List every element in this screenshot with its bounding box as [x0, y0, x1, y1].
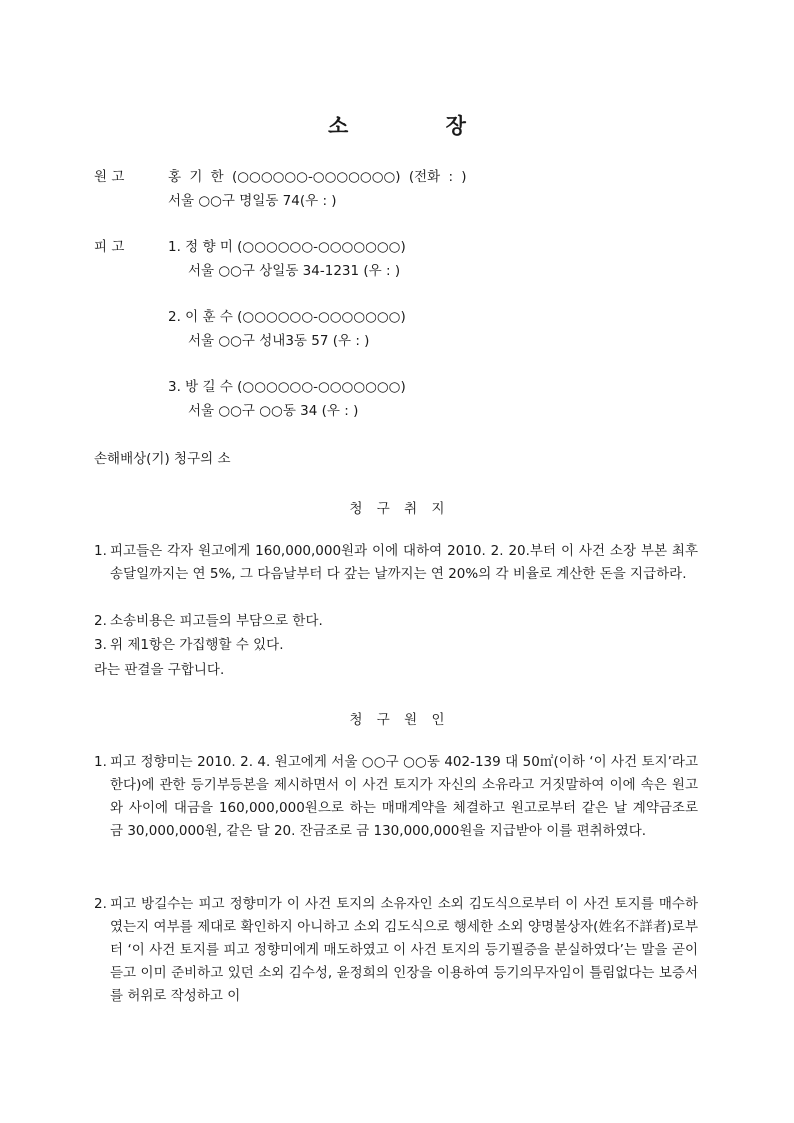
document-title: 소 장 [328, 114, 466, 138]
claim-purpose-item-2 [94, 610, 698, 633]
claim-purpose-item-3-number: 3. [94, 637, 107, 653]
claim-purpose-item-1 [94, 540, 698, 586]
defendant-3-name-line: 3. 방 길 수 (○○○○○○-○○○○○○○) [168, 379, 406, 395]
claim-purpose-heading: 청 구 취 지 [349, 501, 445, 517]
claim-cause-heading: 청 구 원 인 [349, 712, 445, 728]
defendant-label: 피 고 [94, 239, 125, 255]
defendant-3-address: 서울 ○○구 ○○동 34 (우 : ) [188, 403, 359, 419]
plaintiff-label: 원 고 [94, 169, 125, 185]
defendant-1-address: 서울 ○○구 상일동 34-1231 (우 : ) [188, 263, 401, 279]
plaintiff-address: 서울 ○○구 명일동 74(우 : ) [168, 193, 337, 209]
claim-cause-item-2 [94, 893, 698, 1008]
claim-purpose-item-2-number: 2. [94, 613, 107, 629]
case-name: 손해배상(기) 청구의 소 [94, 451, 231, 467]
plaintiff-name-line: 홍 기 한 (○○○○○○-○○○○○○○) (전화 : ) [168, 169, 467, 185]
claim-purpose-item-3-text: 위 제1항은 가집행할 수 있다. [110, 637, 284, 653]
claim-purpose-item-3 [94, 634, 698, 657]
claim-cause-item-1-text: 피고 정향미는 2010. 2. 4. 원고에게 서울 ○○구 ○○동 402-139 대 50㎡(이하 ‘이 사건 토지’라고 한다)에 관한 등기부등본을 제시하면서 이 사건 토지가 자신의 소유라고 거짓말하여 이에 속은 원고와 사이에 대금을 160,000,000원으로 하는 매매계약을 체결하고 원고로부터 같은 날 계약금조로 금 30,000,000원, 같은 달 20. 잔금조로 금 130,000,000원을 지급받아 이를 편취하였다. [110, 754, 698, 839]
defendant-2-address: 서울 ○○구 성내3동 57 (우 : ) [188, 333, 370, 349]
defendant-1-name-line: 1. 정 향 미 (○○○○○○-○○○○○○○) [168, 239, 406, 255]
claim-cause-item-2-number: 2. [94, 896, 107, 912]
claim-purpose-item-1-number: 1. [94, 543, 107, 559]
claim-purpose-closing: 라는 판결을 구합니다. [94, 662, 225, 678]
claim-purpose-item-1-text: 피고들은 각자 원고에게 160,000,000원과 이에 대하여 2010. 2. 20.부터 이 사건 소장 부본 최후송달일까지는 연 5%, 그 다음날부터 다 갚는 날까지는 연 20%의 각 비율로 계산한 돈을 지급하라. [110, 543, 698, 582]
claim-purpose-item-2-text: 소송비용은 피고들의 부담으로 한다. [110, 613, 323, 629]
claim-cause-item-1-number: 1. [94, 754, 107, 770]
claim-cause-item-2-text: 피고 방길수는 피고 정향미가 이 사건 토지의 소유자인 소외 김도식으로부터 이 사건 토지를 매수하였는지 여부를 제대로 확인하지 아니하고 소외 김도식으로 행세한 소외 양명불상자(姓名不詳者)로부터 ‘이 사건 토지를 피고 정향미에게 매도하였고 이 사건 토지의 등기필증을 분실하였다’는 말을 곧이듣고 이미 준비하고 있던 소외 김수성, 윤정희의 인장을 이용하여 등기의무자임이 틀림없다는 보증서를 허위로 작성하고 이 [110, 896, 698, 1004]
claim-cause-item-1 [94, 751, 698, 843]
defendant-2-name-line: 2. 이 훈 수 (○○○○○○-○○○○○○○) [168, 309, 406, 325]
